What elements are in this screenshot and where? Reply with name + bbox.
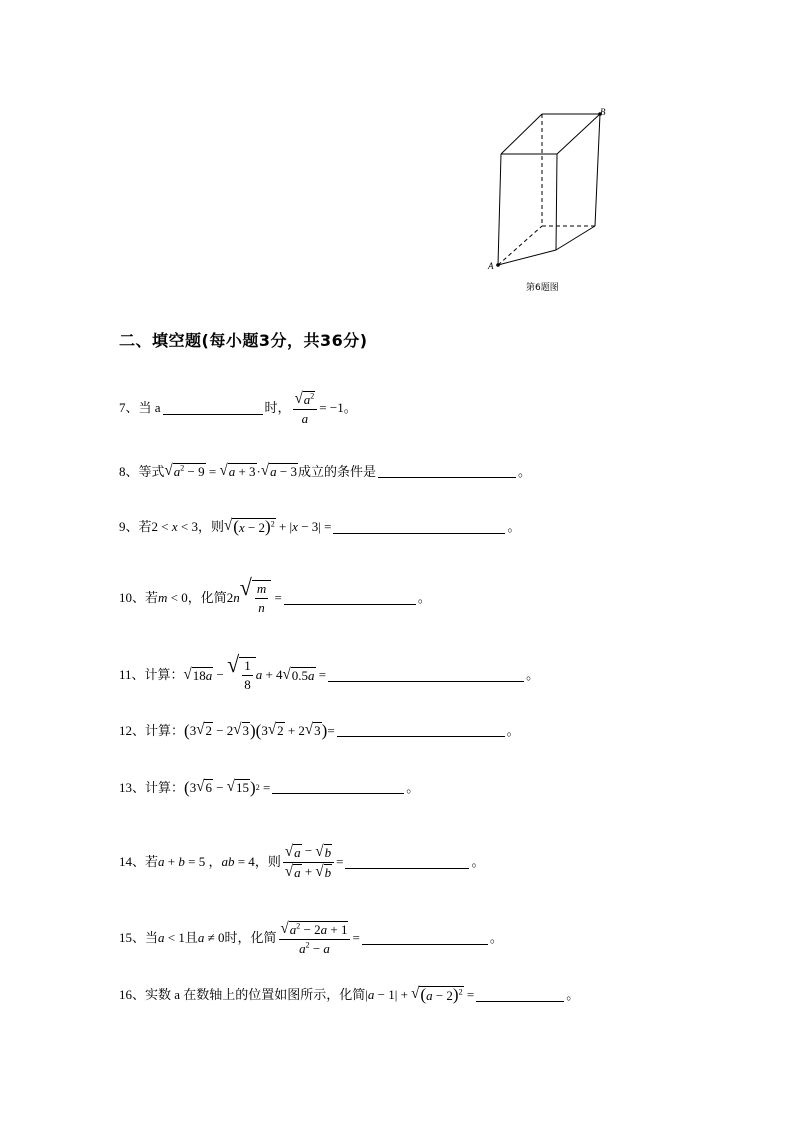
question-10: 10、 若 m < 0 ，化简 2n √ $\frac{m}{n}$ = 。 <box>119 573 431 615</box>
question-8: 8、 等式 √ $a^2 - 9$ = √ a + 3 · √ a − 3 成立的条件是 。 <box>119 462 531 480</box>
section-title: 二、填空题(每小题3分，共36分) <box>119 331 368 350</box>
answer-blank-16[interactable] <box>476 989 564 1002</box>
answer-blank-7[interactable] <box>163 402 263 415</box>
question-9: 9、 若 2 < x < 3 ，则 √ $(x - 2)^2$ + |x − 3| = 。 <box>119 517 521 536</box>
answer-blank-15[interactable] <box>362 932 488 945</box>
figure-caption: 第6题图 <box>526 283 559 293</box>
answer-blank-9[interactable] <box>333 521 505 534</box>
question-14: 14、 若 a + b = 5 ，ab = 4 ，则 √ a − √ b √ a + √ b = 。 <box>119 843 485 881</box>
answer-blank-13[interactable] <box>272 781 404 794</box>
answer-blank-10[interactable] <box>284 592 416 605</box>
question-7: 7、 当 a 时， √ $a^2$ a = −1。 <box>119 390 357 426</box>
question-15: 15、 当 a < 1 且 a ≠ 0 时，化简 √ $a^2 - 2a + 1$ $a^2 - a$ = 。 <box>119 920 503 956</box>
vertex-label-b: B <box>600 107 606 117</box>
fraction: √ $a^2$ a <box>293 390 318 427</box>
question-16: 16、 实数 a 在数轴上的位置如图所示，化简 |a − 1| + √ $(a - 2)^2$ = 。 <box>119 985 580 1004</box>
prism-figure <box>480 100 620 280</box>
question-11: 11、 计算： √ 18a − √ $\frac{1}{8}$ a + 4 √ 0.5a = 。 <box>119 650 540 692</box>
question-13: 13、 计算： ( 3 √ 6 − √ 15 ) 2 = 。 <box>119 777 420 797</box>
question-12: 12、 计算： ( 3 √ 2 − 2 √ 3 )( 3 √ 2 + 2 √ 3 ) = 。 <box>119 720 520 740</box>
answer-blank-8[interactable] <box>378 465 516 478</box>
answer-blank-14[interactable] <box>345 856 469 869</box>
answer-blank-11[interactable] <box>328 669 524 682</box>
answer-blank-12[interactable] <box>337 724 505 737</box>
vertex-label-a: A <box>488 261 494 271</box>
